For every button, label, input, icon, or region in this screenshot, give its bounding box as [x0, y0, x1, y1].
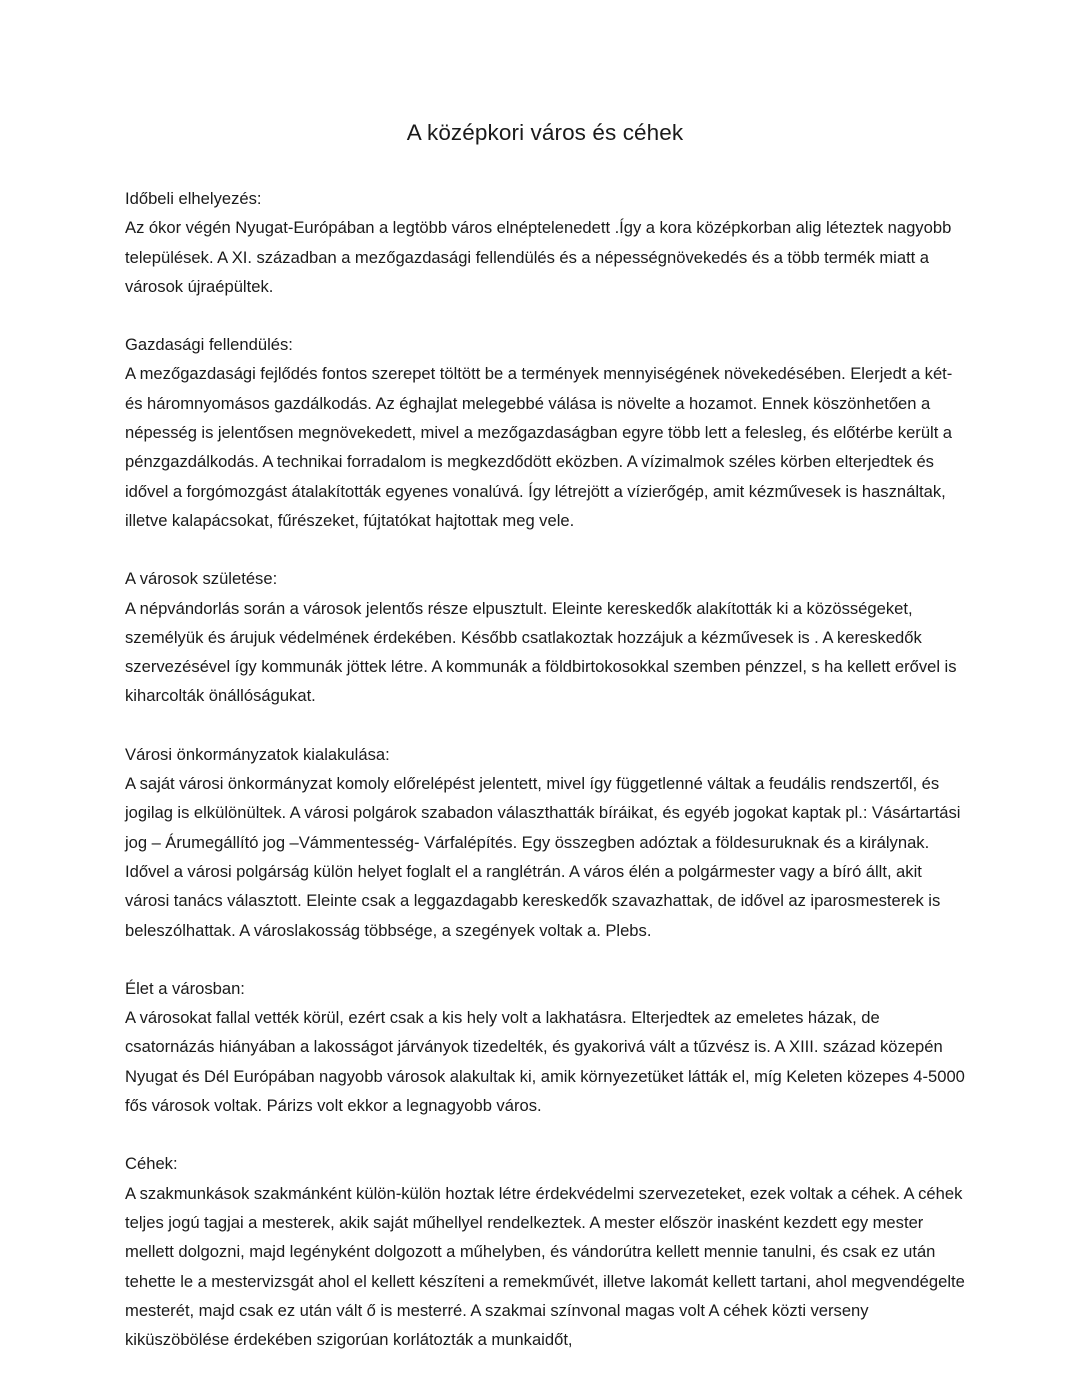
document-body: [125, 118, 970, 1354]
section-paragraph: A népvándorlás során a városok jelentős része elpusztult. Eleinte kereskedők alakították ki a közösségeket, személyük és árujuk védelmének érdekében. Később csatlakoztak hozzájuk a kézművesek is . A kereskedők szervezésével így kommunák jöttek létre. A kommunák a földbirtokosokkal szemben pénzzel, s ha kellett erővel is kiharcolták önállóságukat.: [125, 598, 961, 706]
section-idobeli-elhelyezes: [125, 184, 965, 301]
section-heading: Városi önkormányzatok kialakulása:: [125, 744, 390, 764]
section-paragraph: A városokat fallal vették körül, ezért csak a kis hely volt a lakhatásra. Elterjedtek az emeletes házak, de csatornázás hiányában a lakosságot járványok tizedelték, és gyakorivá vált a tűzvész is. A XIII. század közepén Nyugat és Dél Európában nagyobb városok alakultak ki, amik környezetüket látták el, míg Keleten közepes 4-5000 fős városok voltak. Párizs volt ekkor a legnagyobb város.: [125, 1008, 970, 1116]
section-heading: Élet a városban:: [125, 978, 245, 998]
section-paragraph: Az ókor végén Nyugat-Európában a legtöbb város elnéptelenedett .Így a kora középkorban alig léteztek nagyobb települések. A XI. században a mezőgazdasági fellendülés és a népességnövekedés és a több termék miatt a városok újraépültek.: [125, 218, 956, 296]
section-paragraph: A mezőgazdasági fejlődés fontos szerepet töltött be a termények mennyiségének növekedésében. Elerjedt a két- és háromnyomásos gazdálkodás. Az éghajlat melegebbé válása is növelte a hozamot. Ennek köszönhetően a népesség is jelentősen megnövekedett, mivel a mezőgazdaságban egyre több lett a felesleg, és előtérbe került a pénzgazdálkodás. A technikai forradalom is megkezdődött eközben. A vízimalmok széles körben elterjedtek és idővel a forgómozgást átalakították egyenes vonalúvá. Így létrejött a vízierőgép, amit kézművesek is használtak, illetve kalapácsokat, fűrészeket, fújtatókat hajtottak meg vele.: [125, 364, 957, 530]
section-gazdasagi-fellendules: [125, 330, 965, 535]
section-varosi-onkormanyzatok: [125, 740, 965, 945]
section-paragraph: A szakmunkások szakmánként külön-külön hoztak létre érdekvédelmi szervezeteket, ezek voltak a céhek. A céhek teljes jogú tagjai a mesterek, akik saját műhellyel rendelkeztek. A mester először inasként kezdett egy mester mellett dolgozni, majd legényként dolgozott a műhelyben, és vándorútra kellett mennie tanulni, és csak ez után tehette le a mestervizsgát ahol el kellett készíteni a remekművét, illetve lakomát kellett tartani, ahol megvendégelte mesterét, majd csak ez után vált ő is mesterré. A szakmai színvonal magas volt A céhek közti verseny kiküszöbölése érdekében szigorúan korlátozták a munkaidőt,: [125, 1183, 970, 1350]
section-heading: A városok születése:: [125, 569, 278, 589]
section-varosok-szuletese: [125, 564, 965, 710]
section-heading: Céhek:: [125, 1154, 178, 1174]
section-paragraph: A saját városi önkormányzat komoly előrelépést jelentett, mivel így függetlenné váltak a feudális rendszertől, és jogilag is elkülönültek. A városi polgárok szabadon választhatták bíráikat, és egyéb jogokat kaptak pl.: Vásártartási jog – Árumegállító jog –Vámmentesség- Várfalépítés. Egy összegben adóztak a földesuruknak és a királynak. Idővel a városi polgárság külön helyet foglalt el a ranglétrán. A város élén a polgármester vagy a bíró állt, akit városi tanács választott. Eleinte csak a leggazdagabb kereskedők szavazhattak, de idővel az iparosmesterek is beleszólhattak. A városlakosság többsége, a szegények voltak a. Plebs.: [125, 774, 965, 940]
section-elet-a-varosban: [125, 974, 970, 1120]
page-title: A középkori város és céhek: [406, 120, 684, 145]
section-heading: Gazdasági fellendülés:: [125, 335, 293, 355]
section-heading: Időbeli elhelyezés:: [125, 189, 262, 208]
section-cehek: [125, 1149, 970, 1354]
